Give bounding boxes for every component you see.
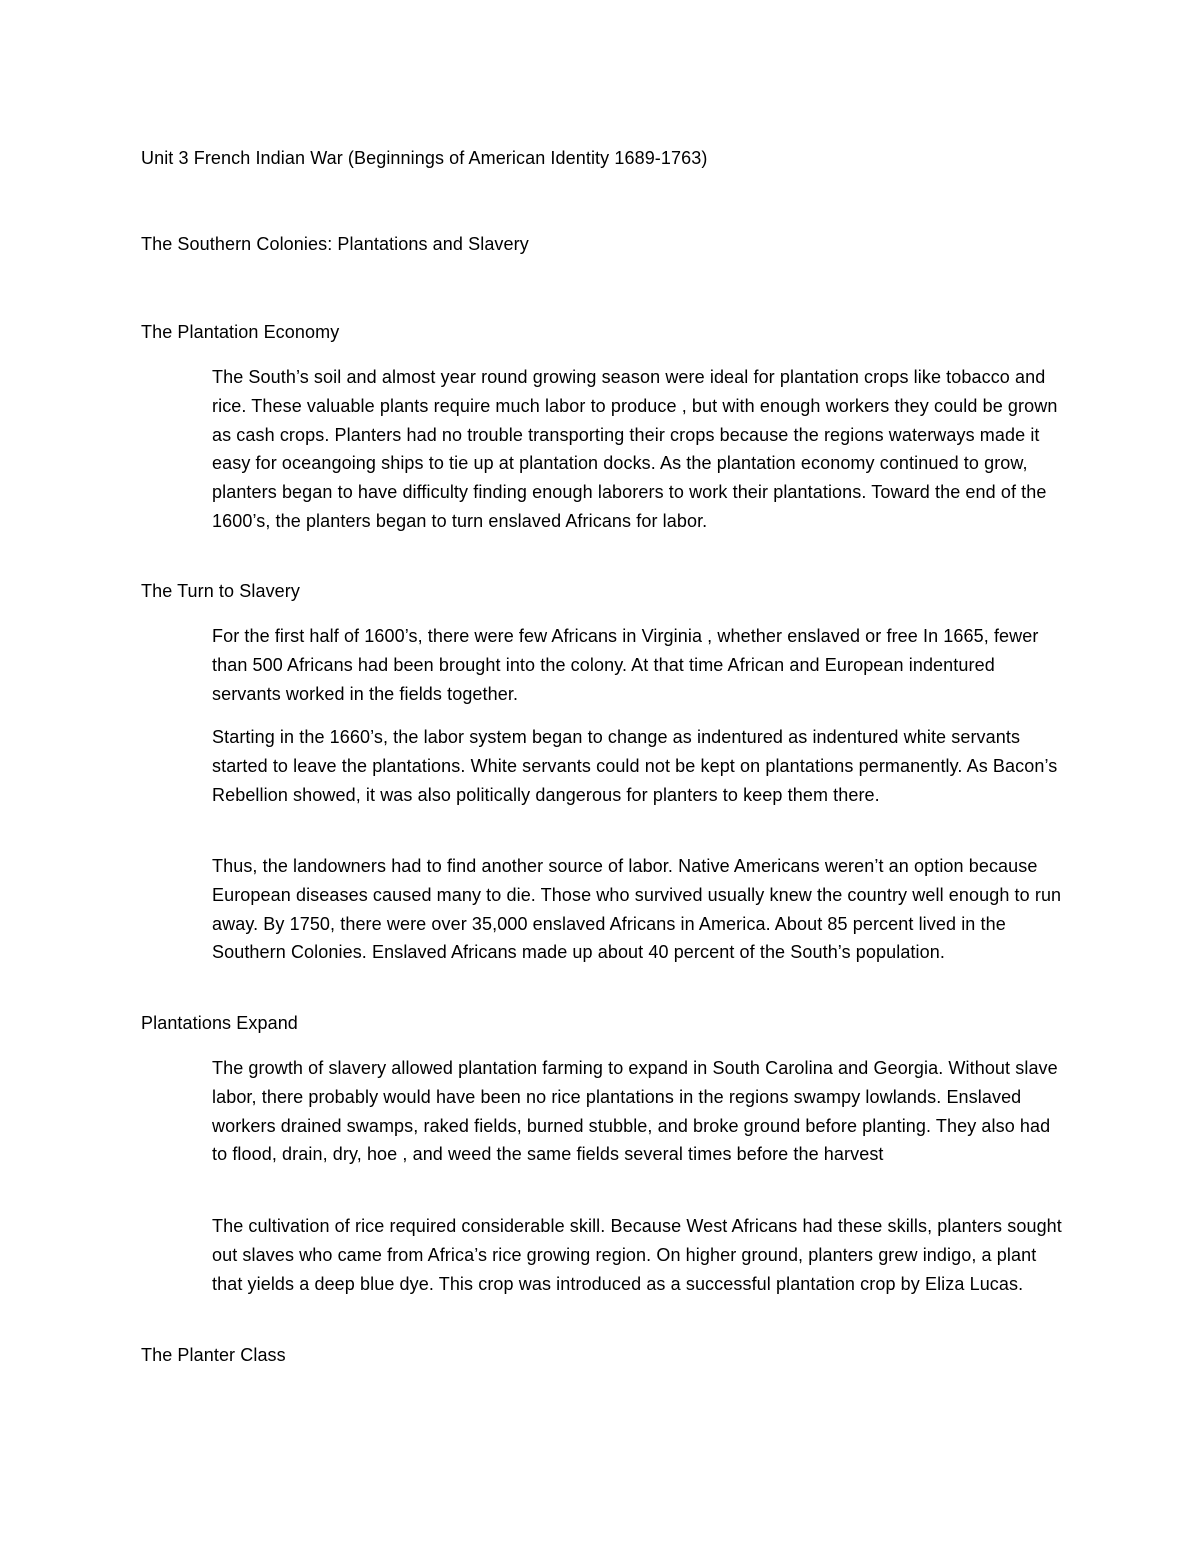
paragraph-turn-to-slavery-2: Starting in the 1660’s, the labor system began to change as indentured as indentured white servants started to leave the plantations. White servants could not be kept on plantations permanently. As Bacon’s Rebellion showed, it was also politically dangerous for planters to keep them there. [212,727,1058,805]
paragraph-plantation-economy: The South’s soil and almost year round growing season were ideal for plantation crops like tobacco and rice. These valuable plants require much labor to produce , but with enough workers they could be grown as cash crops. Planters had no trouble transporting their crops because the regions waterways made it easy for oceangoing ships to tie up at plantation docks. As the plantation economy continued to grow, planters began to have difficulty finding enough laborers to work their plantations. Toward the end of the 1600’s, the planters began to turn enslaved Africans for labor. [212,367,1058,531]
paragraph-plantations-expand-2: The cultivation of rice required considerable skill. Because West Africans had these skills, planters sought out slaves who came from Africa’s rice growing region. On higher ground, planters grew indigo, a plant that yields a deep blue dye. This crop was introduced as a successful plantation crop by Eliza Lucas. [212,1216,1062,1294]
heading-plantations-expand: Plantations Expand [141,1013,298,1033]
heading-planter-class: The Planter Class [141,1345,286,1365]
section-title: The Southern Colonies: Plantations and Slavery [141,234,529,254]
paragraph-turn-to-slavery-1: For the first half of 1600’s, there were few Africans in Virginia , whether enslaved or free In 1665, fewer than 500 Africans had been brought into the colony. At that time African and European indentured servants worked in the fields together. [212,626,1039,704]
document-title: Unit 3 French Indian War (Beginnings of American Identity 1689-1763) [141,148,708,168]
heading-plantation-economy: The Plantation Economy [141,322,340,342]
heading-turn-to-slavery: The Turn to Slavery [141,581,300,601]
paragraph-plantations-expand-1: The growth of slavery allowed plantation farming to expand in South Carolina and Georgia. Without slave labor, there probably would have been no rice plantations in the regions swampy lowlands. Enslaved workers drained swamps, raked fields, burned stubble, and broke ground before planting. They also had to flood, drain, dry, hoe , and weed the same fields several times before the harvest [212,1058,1058,1165]
paragraph-turn-to-slavery-3: Thus, the landowners had to find another source of labor. Native Americans weren’t an option because European diseases caused many to die. Those who survived usually knew the country well enough to run away. By 1750, there were over 35,000 enslaved Africans in America. About 85 percent lived in the Southern Colonies. Enslaved Africans made up about 40 percent of the South’s population. [212,856,1062,963]
